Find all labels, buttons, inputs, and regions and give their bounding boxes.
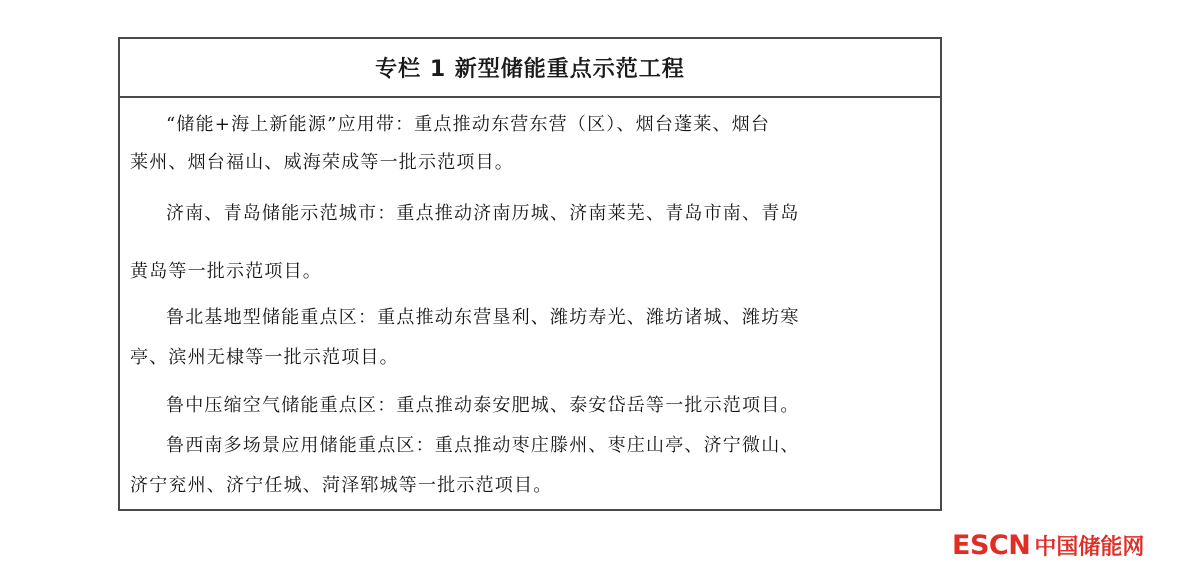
table-body xyxy=(120,98,940,509)
paragraph-jinan-qingdao xyxy=(130,194,930,292)
paragraph-line: 鲁西南多场景应用储能重点区：重点推动枣庄滕州、枣庄山亭、济宁微山、 xyxy=(166,435,800,456)
logo-text-cn: 中国储能网 xyxy=(1034,534,1145,560)
paragraph-line: “储能+海上新能源”应用带：重点推动东营东营（区）、烟台蓬莱、烟台 xyxy=(166,114,771,135)
escn-logo xyxy=(952,528,1144,562)
paragraph-luxinan xyxy=(130,426,930,506)
content-table xyxy=(118,37,942,511)
paragraph-energy-offshore xyxy=(130,106,930,182)
paragraph-line: 鲁北基地型储能重点区：重点推动东营垦利、潍坊寿光、潍坊诸城、潍坊寒 xyxy=(166,307,800,328)
paragraph-lubei xyxy=(130,298,930,378)
paragraph-line: 鲁中压缩空气储能重点区：重点推动泰安肥城、泰安岱岳等一批示范项目。 xyxy=(166,395,800,416)
paragraph-luzhong xyxy=(130,386,930,426)
paragraph-line: 济宁兖州、济宁任城、菏泽郓城等一批示范项目。 xyxy=(130,475,553,496)
paragraph-line: 亭、滨州无棣等一批示范项目。 xyxy=(130,347,399,368)
logo-text-en: ESCN xyxy=(952,529,1031,561)
table-title: 专栏 1 新型储能重点示范工程 xyxy=(120,39,940,98)
paragraph-line: 莱州、烟台福山、威海荣成等一批示范项目。 xyxy=(130,152,514,173)
paragraph-line: 济南、青岛储能示范城市：重点推动济南历城、济南莱芜、青岛市南、青岛 xyxy=(166,203,800,224)
paragraph-line: 黄岛等一批示范项目。 xyxy=(130,261,322,282)
